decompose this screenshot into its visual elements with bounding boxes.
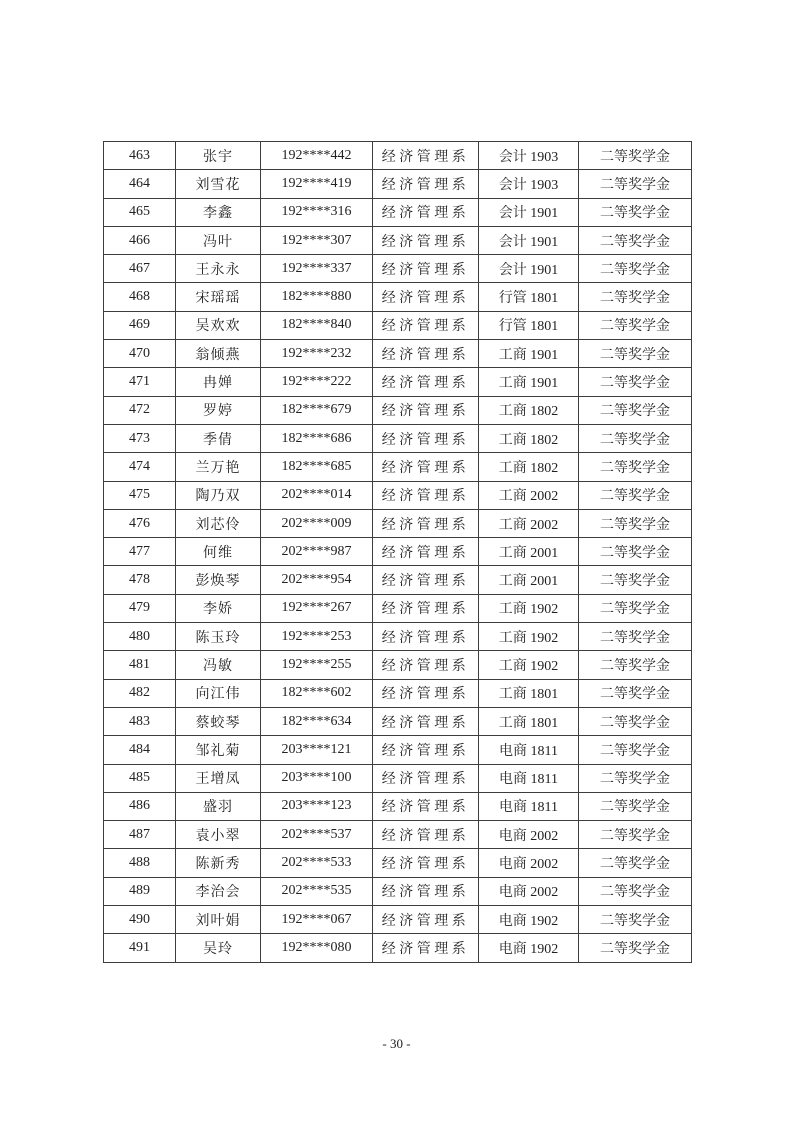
student-id-cell: 202****537 (261, 821, 373, 849)
class-cell: 电商 1811 (479, 736, 579, 764)
student-name-cell: 陈新秀 (176, 849, 261, 877)
student-name-cell: 刘雪花 (176, 170, 261, 198)
serial-number-cell: 484 (104, 736, 176, 764)
award-cell: 二等奖学金 (579, 849, 692, 877)
student-name-cell: 何维 (176, 538, 261, 566)
department-cell: 经济管理系 (373, 594, 479, 622)
serial-number-cell: 479 (104, 594, 176, 622)
table-row (104, 877, 692, 905)
student-name-cell: 冉婵 (176, 368, 261, 396)
department-cell: 经济管理系 (373, 424, 479, 452)
award-cell: 二等奖学金 (579, 198, 692, 226)
award-cell: 二等奖学金 (579, 821, 692, 849)
department-cell: 经济管理系 (373, 651, 479, 679)
serial-number-cell: 491 (104, 934, 176, 962)
class-cell: 工商 1802 (479, 453, 579, 481)
class-cell: 工商 1902 (479, 594, 579, 622)
serial-number-cell: 472 (104, 396, 176, 424)
award-cell: 二等奖学金 (579, 792, 692, 820)
serial-number-cell: 474 (104, 453, 176, 481)
table-row (104, 453, 692, 481)
department-cell: 经济管理系 (373, 170, 479, 198)
serial-number-cell: 469 (104, 311, 176, 339)
student-id-cell: 202****014 (261, 481, 373, 509)
department-cell: 经济管理系 (373, 340, 479, 368)
serial-number-cell: 482 (104, 679, 176, 707)
student-id-cell: 202****987 (261, 538, 373, 566)
student-name-cell: 邹礼菊 (176, 736, 261, 764)
student-id-cell: 192****232 (261, 340, 373, 368)
student-id-cell: 192****442 (261, 142, 373, 170)
department-cell: 经济管理系 (373, 226, 479, 254)
table-row (104, 764, 692, 792)
class-cell: 会计 1903 (479, 170, 579, 198)
award-cell: 二等奖学金 (579, 679, 692, 707)
department-cell: 经济管理系 (373, 283, 479, 311)
student-name-cell: 吴欢欢 (176, 311, 261, 339)
award-cell: 二等奖学金 (579, 594, 692, 622)
class-cell: 工商 1802 (479, 396, 579, 424)
student-id-cell: 192****255 (261, 651, 373, 679)
department-cell: 经济管理系 (373, 707, 479, 735)
student-id-cell: 203****121 (261, 736, 373, 764)
student-id-cell: 202****009 (261, 509, 373, 537)
serial-number-cell: 470 (104, 340, 176, 368)
table-row (104, 623, 692, 651)
student-name-cell: 李娇 (176, 594, 261, 622)
class-cell: 工商 2002 (479, 481, 579, 509)
department-cell: 经济管理系 (373, 877, 479, 905)
page-number: - 30 - (382, 1036, 411, 1051)
student-id-cell: 203****100 (261, 764, 373, 792)
student-id-cell: 203****123 (261, 792, 373, 820)
student-id-cell: 182****679 (261, 396, 373, 424)
award-cell: 二等奖学金 (579, 142, 692, 170)
department-cell: 经济管理系 (373, 906, 479, 934)
student-id-cell: 182****840 (261, 311, 373, 339)
student-id-cell: 202****535 (261, 877, 373, 905)
table-row (104, 594, 692, 622)
serial-number-cell: 463 (104, 142, 176, 170)
student-name-cell: 李治会 (176, 877, 261, 905)
award-cell: 二等奖学金 (579, 906, 692, 934)
table-row (104, 396, 692, 424)
department-cell: 经济管理系 (373, 538, 479, 566)
table-row (104, 226, 692, 254)
serial-number-cell: 478 (104, 566, 176, 594)
table-row (104, 821, 692, 849)
award-cell: 二等奖学金 (579, 509, 692, 537)
award-cell: 二等奖学金 (579, 226, 692, 254)
serial-number-cell: 464 (104, 170, 176, 198)
student-id-cell: 182****602 (261, 679, 373, 707)
award-cell: 二等奖学金 (579, 623, 692, 651)
award-cell: 二等奖学金 (579, 368, 692, 396)
class-cell: 工商 1901 (479, 340, 579, 368)
student-id-cell: 202****533 (261, 849, 373, 877)
department-cell: 经济管理系 (373, 255, 479, 283)
award-cell: 二等奖学金 (579, 538, 692, 566)
department-cell: 经济管理系 (373, 792, 479, 820)
serial-number-cell: 487 (104, 821, 176, 849)
class-cell: 工商 1902 (479, 651, 579, 679)
student-name-cell: 王增凤 (176, 764, 261, 792)
table-row (104, 934, 692, 962)
student-id-cell: 192****080 (261, 934, 373, 962)
serial-number-cell: 465 (104, 198, 176, 226)
award-cell: 二等奖学金 (579, 934, 692, 962)
student-name-cell: 张宇 (176, 142, 261, 170)
class-cell: 工商 2002 (479, 509, 579, 537)
table-row (104, 283, 692, 311)
award-cell: 二等奖学金 (579, 707, 692, 735)
class-cell: 会计 1901 (479, 226, 579, 254)
student-name-cell: 季倩 (176, 424, 261, 452)
serial-number-cell: 480 (104, 623, 176, 651)
table-row (104, 566, 692, 594)
student-name-cell: 吴玲 (176, 934, 261, 962)
department-cell: 经济管理系 (373, 849, 479, 877)
student-name-cell: 宋瑶瑶 (176, 283, 261, 311)
student-id-cell: 192****222 (261, 368, 373, 396)
department-cell: 经济管理系 (373, 821, 479, 849)
student-id-cell: 192****267 (261, 594, 373, 622)
class-cell: 工商 2001 (479, 566, 579, 594)
serial-number-cell: 486 (104, 792, 176, 820)
department-cell: 经济管理系 (373, 453, 479, 481)
student-name-cell: 向江伟 (176, 679, 261, 707)
award-cell: 二等奖学金 (579, 453, 692, 481)
class-cell: 电商 1902 (479, 906, 579, 934)
scholarship-table-body (104, 142, 692, 963)
serial-number-cell: 477 (104, 538, 176, 566)
department-cell: 经济管理系 (373, 736, 479, 764)
department-cell: 经济管理系 (373, 679, 479, 707)
award-cell: 二等奖学金 (579, 283, 692, 311)
serial-number-cell: 483 (104, 707, 176, 735)
award-cell: 二等奖学金 (579, 396, 692, 424)
award-cell: 二等奖学金 (579, 481, 692, 509)
table-row (104, 170, 692, 198)
student-id-cell: 182****685 (261, 453, 373, 481)
class-cell: 工商 2001 (479, 538, 579, 566)
student-id-cell: 182****880 (261, 283, 373, 311)
serial-number-cell: 490 (104, 906, 176, 934)
scholarship-table (103, 141, 692, 963)
class-cell: 电商 1902 (479, 934, 579, 962)
student-name-cell: 刘芯伶 (176, 509, 261, 537)
award-cell: 二等奖学金 (579, 566, 692, 594)
class-cell: 工商 1802 (479, 424, 579, 452)
serial-number-cell: 476 (104, 509, 176, 537)
student-id-cell: 192****307 (261, 226, 373, 254)
student-name-cell: 陶乃双 (176, 481, 261, 509)
student-id-cell: 192****316 (261, 198, 373, 226)
serial-number-cell: 467 (104, 255, 176, 283)
award-cell: 二等奖学金 (579, 651, 692, 679)
student-name-cell: 罗婷 (176, 396, 261, 424)
table-row (104, 707, 692, 735)
award-cell: 二等奖学金 (579, 340, 692, 368)
award-cell: 二等奖学金 (579, 170, 692, 198)
award-cell: 二等奖学金 (579, 736, 692, 764)
class-cell: 行管 1801 (479, 311, 579, 339)
student-id-cell: 192****253 (261, 623, 373, 651)
serial-number-cell: 471 (104, 368, 176, 396)
department-cell: 经济管理系 (373, 481, 479, 509)
student-name-cell: 盛羽 (176, 792, 261, 820)
serial-number-cell: 466 (104, 226, 176, 254)
table-row (104, 679, 692, 707)
award-cell: 二等奖学金 (579, 424, 692, 452)
student-name-cell: 刘叶娟 (176, 906, 261, 934)
table-row (104, 340, 692, 368)
award-cell: 二等奖学金 (579, 255, 692, 283)
table-row (104, 651, 692, 679)
class-cell: 会计 1901 (479, 255, 579, 283)
award-cell: 二等奖学金 (579, 877, 692, 905)
class-cell: 工商 1901 (479, 368, 579, 396)
department-cell: 经济管理系 (373, 934, 479, 962)
class-cell: 会计 1903 (479, 142, 579, 170)
student-name-cell: 李鑫 (176, 198, 261, 226)
department-cell: 经济管理系 (373, 623, 479, 651)
student-name-cell: 袁小翠 (176, 821, 261, 849)
student-name-cell: 冯敏 (176, 651, 261, 679)
table-row (104, 424, 692, 452)
student-id-cell: 182****686 (261, 424, 373, 452)
serial-number-cell: 488 (104, 849, 176, 877)
award-cell: 二等奖学金 (579, 764, 692, 792)
department-cell: 经济管理系 (373, 198, 479, 226)
serial-number-cell: 485 (104, 764, 176, 792)
table-row (104, 538, 692, 566)
class-cell: 会计 1901 (479, 198, 579, 226)
table-row (104, 198, 692, 226)
table-row (104, 481, 692, 509)
student-id-cell: 192****337 (261, 255, 373, 283)
student-id-cell: 202****954 (261, 566, 373, 594)
student-name-cell: 彭焕琴 (176, 566, 261, 594)
department-cell: 经济管理系 (373, 368, 479, 396)
student-name-cell: 兰万艳 (176, 453, 261, 481)
serial-number-cell: 468 (104, 283, 176, 311)
class-cell: 电商 1811 (479, 792, 579, 820)
class-cell: 电商 2002 (479, 877, 579, 905)
department-cell: 经济管理系 (373, 311, 479, 339)
department-cell: 经济管理系 (373, 764, 479, 792)
class-cell: 工商 1902 (479, 623, 579, 651)
serial-number-cell: 475 (104, 481, 176, 509)
department-cell: 经济管理系 (373, 566, 479, 594)
class-cell: 行管 1801 (479, 283, 579, 311)
class-cell: 工商 1801 (479, 679, 579, 707)
table-row (104, 142, 692, 170)
student-id-cell: 192****419 (261, 170, 373, 198)
student-name-cell: 陈玉玲 (176, 623, 261, 651)
serial-number-cell: 481 (104, 651, 176, 679)
student-name-cell: 翁倾燕 (176, 340, 261, 368)
table-row (104, 509, 692, 537)
class-cell: 电商 2002 (479, 849, 579, 877)
student-id-cell: 192****067 (261, 906, 373, 934)
student-id-cell: 182****634 (261, 707, 373, 735)
student-name-cell: 冯叶 (176, 226, 261, 254)
table-row (104, 849, 692, 877)
class-cell: 电商 1811 (479, 764, 579, 792)
table-row (104, 368, 692, 396)
table-row (104, 311, 692, 339)
student-name-cell: 王永永 (176, 255, 261, 283)
table-row (104, 255, 692, 283)
award-cell: 二等奖学金 (579, 311, 692, 339)
table-row (104, 792, 692, 820)
department-cell: 经济管理系 (373, 142, 479, 170)
class-cell: 工商 1801 (479, 707, 579, 735)
table-row (104, 906, 692, 934)
serial-number-cell: 473 (104, 424, 176, 452)
table-row (104, 736, 692, 764)
student-name-cell: 蔡蛟琴 (176, 707, 261, 735)
serial-number-cell: 489 (104, 877, 176, 905)
department-cell: 经济管理系 (373, 396, 479, 424)
class-cell: 电商 2002 (479, 821, 579, 849)
department-cell: 经济管理系 (373, 509, 479, 537)
